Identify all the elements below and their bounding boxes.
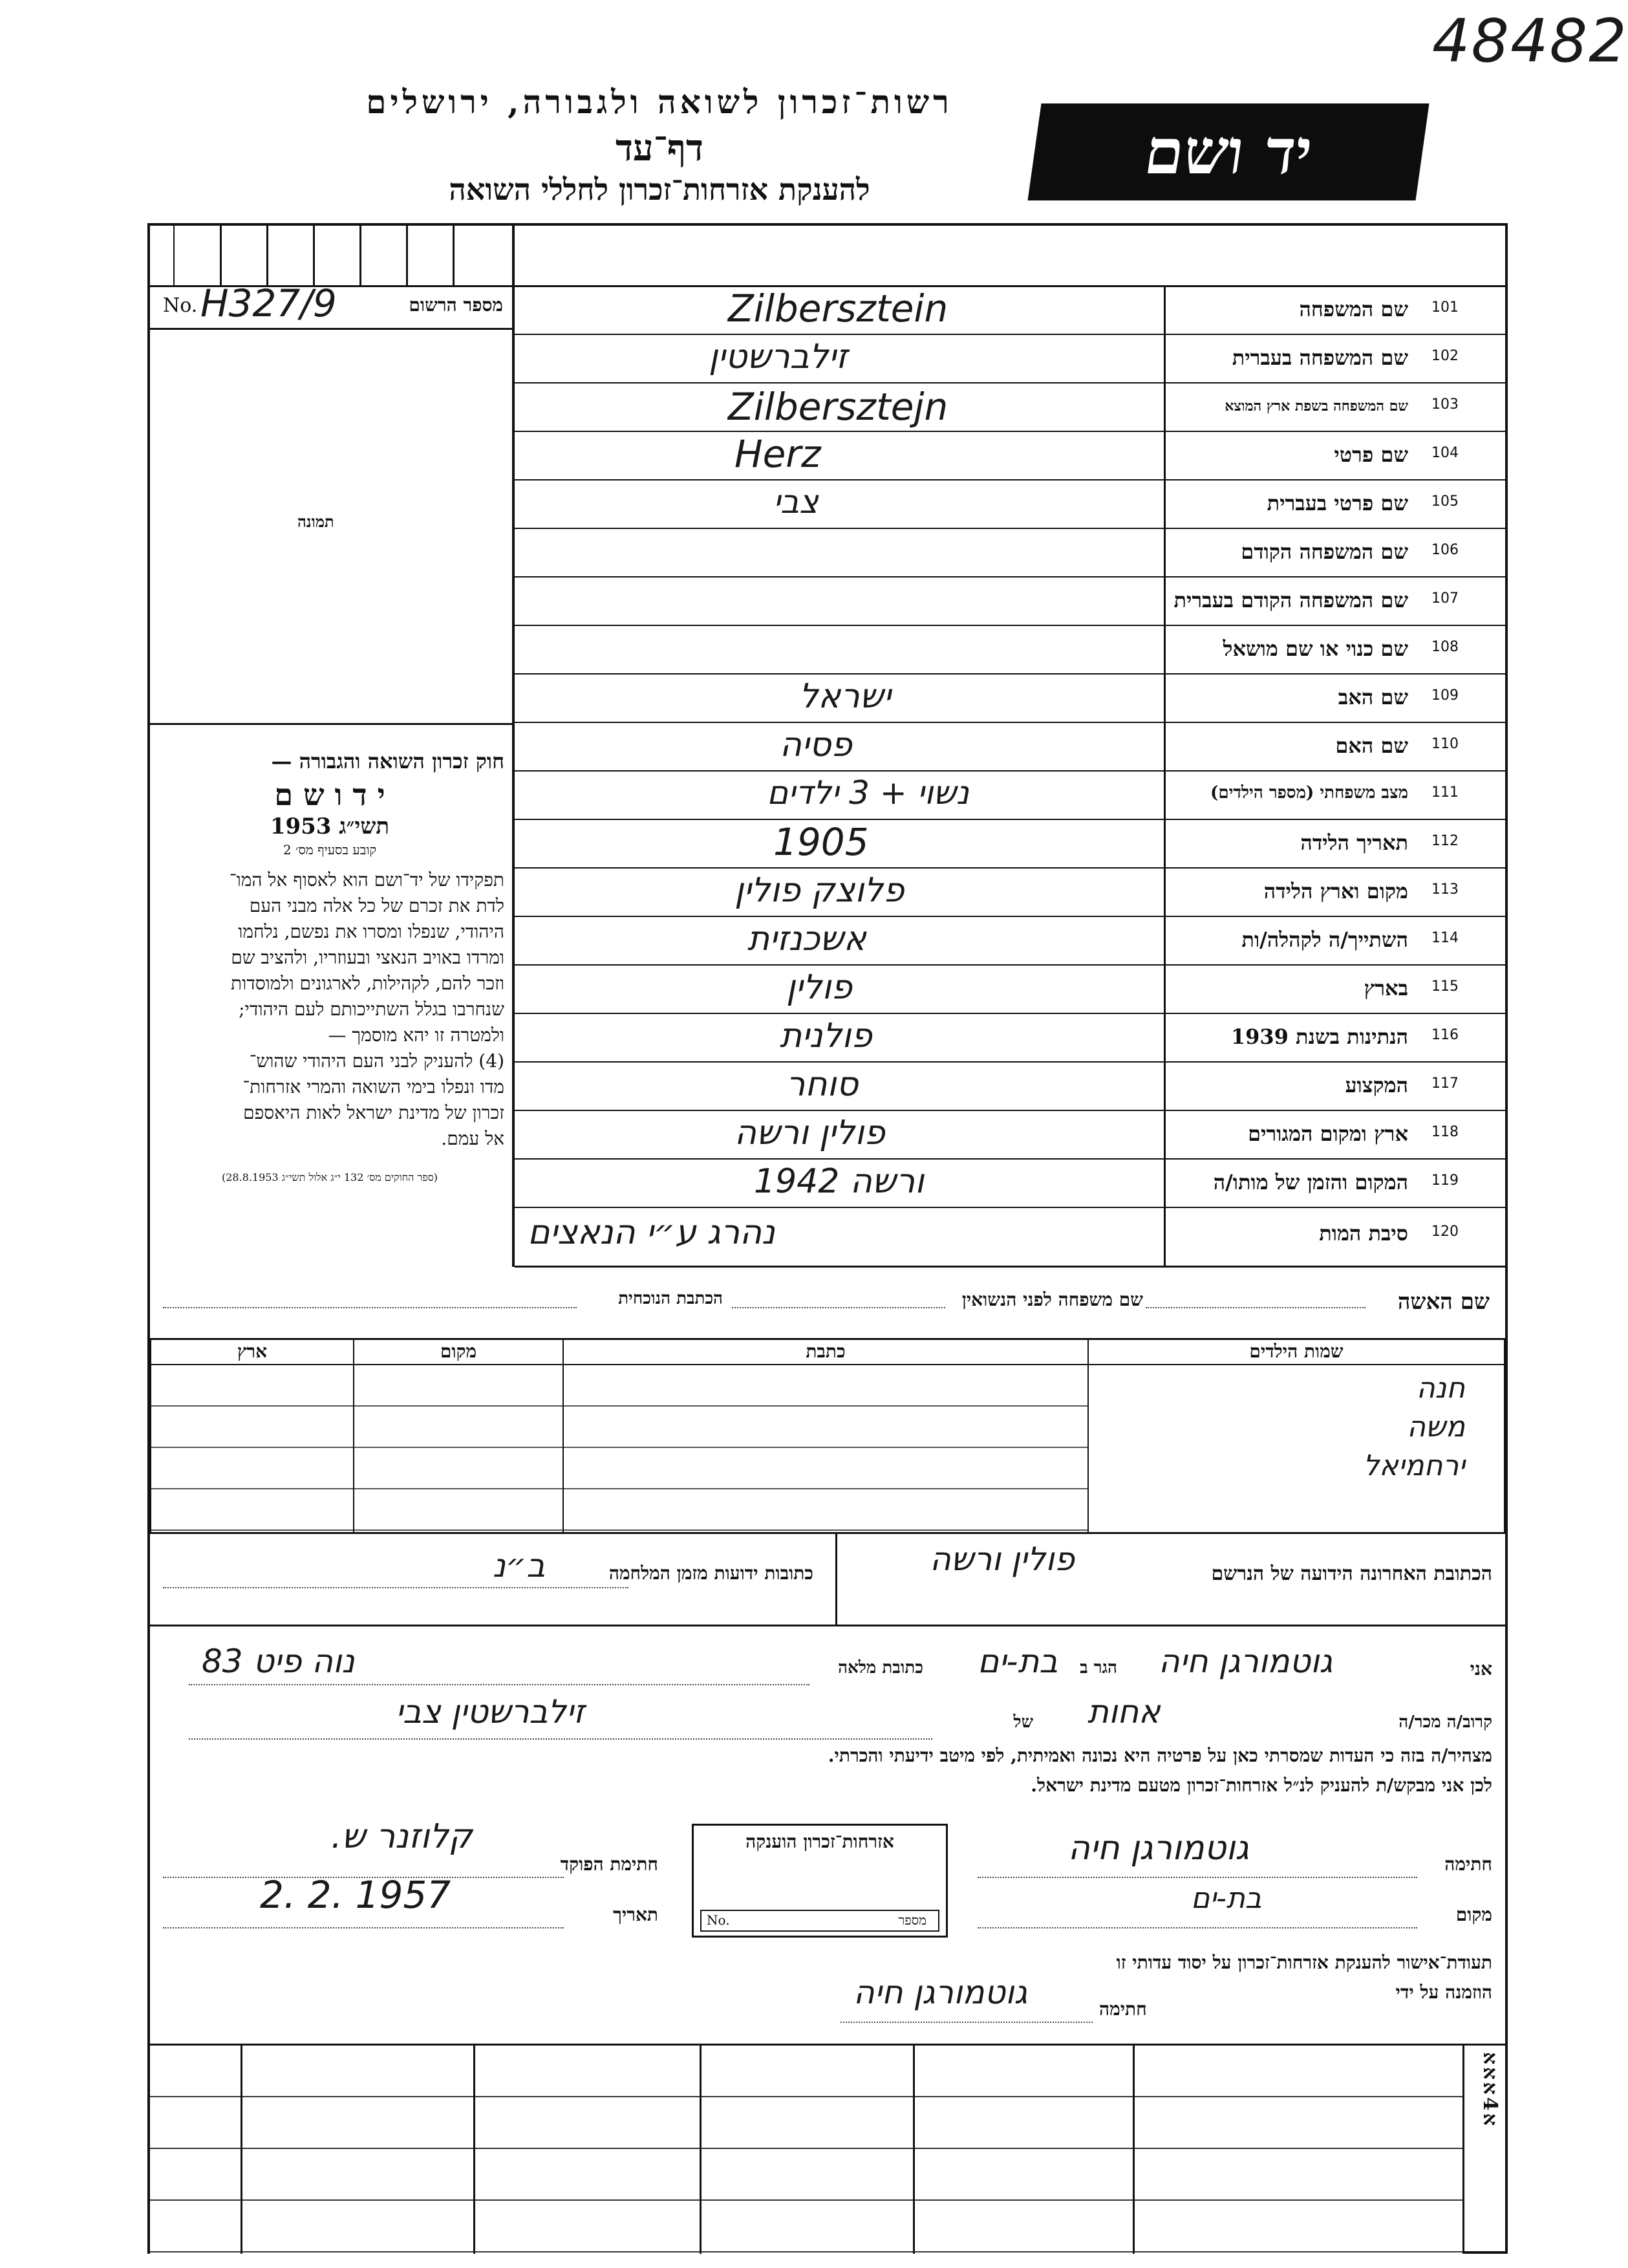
field-row-113 [515, 867, 1505, 917]
relative-value[interactable]: אחות [1087, 1693, 1161, 1731]
field-num-114: 114 [1431, 930, 1459, 946]
field-num-108: 108 [1431, 639, 1459, 655]
field-row-105 [515, 479, 1505, 529]
cell-address[interactable] [563, 1365, 1088, 1533]
field-num-101: 101 [1431, 299, 1459, 316]
field-row-118 [515, 1110, 1505, 1160]
registration-no-prefix: No. [163, 294, 198, 317]
field-label-112: תאריך הלידה [1300, 830, 1408, 855]
field-num-112: 112 [1431, 833, 1459, 849]
field-num-107: 107 [1431, 590, 1459, 607]
children-table [150, 1338, 1505, 1533]
declaration-text-1: מצהיר/ה בזה כי העדות שמסרתי כאן על פרטיה היא נכונה ואמיתית, לפי מיטב ידיעתי והכרתי. [828, 1745, 1492, 1766]
photo-label: תמונה [297, 512, 334, 531]
header-line-1: רשות־זכרון לשואה ולגבורה, ירושלים [366, 83, 953, 121]
field-label-105: שם פרטי בעברית [1267, 491, 1408, 515]
side-code: א4אאא [1479, 2052, 1501, 2128]
cell-place[interactable] [354, 1365, 563, 1533]
field-row-115 [515, 964, 1505, 1014]
law-name: י ד ו ש ם [274, 777, 385, 812]
col-place: מקום [354, 1339, 563, 1365]
certificate-sig-label: חתימה [1099, 1998, 1147, 2020]
field-label-116: הנתינות בשנת 1939 [1230, 1024, 1408, 1049]
field-label-118: ארץ ומקום המגורים [1248, 1121, 1408, 1146]
current-address-field[interactable] [163, 1306, 577, 1308]
field-num-111: 111 [1431, 784, 1459, 801]
field-num-115: 115 [1431, 978, 1459, 995]
field-label-101: שם המשפחה [1299, 297, 1408, 321]
officer-value[interactable]: קלוזנר ש. [331, 1817, 473, 1856]
field-num-117: 117 [1431, 1075, 1459, 1092]
of-label: של [1013, 1712, 1033, 1732]
maiden-label: שם משפחה לפני הנשואין [961, 1289, 1143, 1310]
field-row-101 [515, 285, 1505, 335]
law-year: תשי״ג 1953 [270, 814, 390, 839]
field-row-117 [515, 1061, 1505, 1111]
declaration-text-2: לכן אני מבקש/ת להעניק לנ״ל אזרחות־זכרון מטעם מדינת ישראל. [1031, 1775, 1492, 1796]
field-row-112 [515, 819, 1505, 869]
war-address-value[interactable]: ב״נ [493, 1547, 546, 1584]
field-label-119: המקום והזמן של מותו/ה [1213, 1170, 1408, 1194]
field-row-106 [515, 528, 1505, 578]
field-value-117[interactable]: סוחר [786, 1065, 859, 1104]
registration-box [150, 281, 512, 330]
field-value-104[interactable]: Herz [734, 432, 821, 476]
of-value[interactable]: זילברשטין צבי [396, 1693, 585, 1731]
field-num-103: 103 [1431, 396, 1459, 413]
field-value-118[interactable]: פולין ורשה [734, 1114, 885, 1152]
field-row-119 [515, 1158, 1505, 1208]
wife-label: שם האשה [1397, 1289, 1490, 1315]
stamp-title: אזרחות־זכרון הוענקה [745, 1831, 894, 1852]
field-row-107 [515, 576, 1505, 626]
header-line-2: דף־עד [615, 127, 703, 169]
certificate-sig-value[interactable]: גוטמורגן חיה [853, 1974, 1028, 2011]
law-clause: קובע בסעיף מס׳ 2 [283, 842, 377, 858]
field-num-113: 113 [1431, 881, 1459, 898]
full-address-label: כתובת מלאה [838, 1658, 923, 1678]
field-label-114: השתייך/ה לקהלה/ות [1241, 927, 1408, 952]
resides-label: הגר ב [1080, 1658, 1117, 1678]
place-value[interactable]: בת-ים [1191, 1882, 1262, 1915]
law-title: חוק זכרון השואה והגבורה — [271, 749, 504, 773]
last-address-label: הכתובת האחרונה הידועה של הנרשם [1211, 1562, 1492, 1585]
field-row-116 [515, 1013, 1505, 1063]
field-value-110[interactable]: פסיה [780, 726, 852, 764]
field-label-120: סיבת המות [1319, 1221, 1408, 1246]
field-value-115[interactable]: פולין [786, 968, 852, 1007]
current-address-label: הכתבת הנוכחית [618, 1289, 723, 1308]
field-value-114[interactable]: אשכנזית [747, 920, 866, 958]
date-value[interactable]: 2. 2. 1957 [260, 1873, 451, 1917]
cell-country[interactable] [151, 1365, 354, 1533]
yad-vashem-logo: יד ושם [1027, 103, 1429, 200]
ani-value[interactable]: גוטמורגן חיה [1159, 1643, 1333, 1680]
field-value-102[interactable]: זילברשטין [709, 338, 848, 376]
field-row-114 [515, 916, 1505, 966]
col-address: כתבת [563, 1339, 1088, 1365]
maiden-field[interactable] [732, 1306, 945, 1308]
last-address-value[interactable]: פולין ורשה [930, 1540, 1075, 1578]
field-row-103 [515, 382, 1505, 432]
field-value-116[interactable]: פולנית [780, 1017, 872, 1055]
field-row-108 [515, 625, 1505, 675]
field-label-108: שם כנוי או שם מושאל [1223, 636, 1408, 661]
registration-no-value: H327/9 [200, 281, 337, 325]
field-num-102: 102 [1431, 348, 1459, 364]
field-num-120: 120 [1431, 1224, 1459, 1240]
signature-label: חתימה [1444, 1853, 1492, 1875]
certificate-line-2: הוזמנה על ידי [1395, 1982, 1492, 2003]
officer-label: חתימת הפוקד [560, 1853, 658, 1875]
field-row-104 [515, 431, 1505, 481]
relative-label: קרוב/ה מכר/ה [1398, 1712, 1492, 1732]
field-num-105: 105 [1431, 493, 1459, 510]
wife-field[interactable] [1146, 1306, 1366, 1308]
field-value-109[interactable]: ישראל [799, 677, 892, 716]
header-line-3: להענקת אזרחות־זכרון לחללי השואה [449, 172, 870, 207]
field-label-111: מצב משפחתי (מספר הילדים) [1210, 783, 1408, 803]
field-value-101[interactable]: Zilbersztein [728, 286, 948, 330]
war-address-label: כתובות ידועות מזמן המלחמה [608, 1562, 813, 1584]
col-country: ארץ [151, 1339, 354, 1365]
field-label-102: שם המשפחה בעברית [1232, 345, 1408, 370]
field-row-109 [515, 673, 1505, 723]
ani-label: אני [1470, 1658, 1492, 1679]
field-value-120[interactable]: נהרג ע״י הנאצים [528, 1213, 775, 1252]
field-label-115: בארץ [1364, 976, 1408, 1000]
field-num-118: 118 [1431, 1124, 1459, 1140]
field-num-119: 119 [1431, 1172, 1459, 1189]
field-num-109: 109 [1431, 687, 1459, 704]
addresses-row [150, 1532, 1505, 1626]
field-value-112[interactable]: 1905 [773, 820, 869, 864]
date-label: תאריך [613, 1904, 658, 1925]
bottom-grid [150, 2044, 1505, 2254]
child-1: חנה [1416, 1372, 1465, 1405]
archive-number: 48482 [1432, 6, 1628, 76]
field-label-117: המקצוע [1345, 1073, 1408, 1097]
cell-children[interactable] [1088, 1365, 1505, 1533]
resides-value[interactable]: בת-ים [978, 1643, 1058, 1680]
law-footnote: (ספר החוקים מס׳ 132 י״ג אלול תשי״ג 28.8.1953) [221, 1171, 438, 1183]
field-row-102 [515, 334, 1505, 383]
field-num-116: 116 [1431, 1027, 1459, 1043]
field-row-120 [515, 1207, 1505, 1268]
law-divider [150, 723, 512, 725]
stamp-box [692, 1824, 948, 1938]
stamp-no-prefix: No. [707, 1912, 730, 1928]
top-boxes [150, 226, 512, 285]
field-num-106: 106 [1431, 542, 1459, 558]
declarant-line-2 [150, 1690, 1505, 1742]
field-row-111 [515, 770, 1505, 820]
wife-row [150, 1267, 1505, 1340]
child-3: ירחמיאל [1363, 1449, 1465, 1482]
declarant-line-1 [150, 1636, 1505, 1688]
field-row-110 [515, 722, 1505, 772]
registration-label: מספר הרשום [409, 294, 503, 316]
child-2: משה [1407, 1410, 1465, 1443]
col-children: שמות הילדים [1088, 1339, 1505, 1365]
stamp-no-label: מספר [898, 1912, 926, 1928]
field-value-103[interactable]: Zilbersztejn [728, 385, 948, 429]
field-label-106: שם המשפחה הקודם [1241, 539, 1408, 564]
field-label-107: שם המשפחה הקודם בעברית [1173, 588, 1408, 612]
field-value-113[interactable]: פלוצק פולין [734, 871, 905, 910]
field-label-104: שם פרטי [1334, 442, 1408, 467]
law-box [155, 749, 504, 1184]
field-label-113: מקום וארץ הלידה [1263, 879, 1408, 903]
certificate-line-1: תעודת־אישור להענקת אזרחות־זכרון על יסוד עדותי זו [1116, 1952, 1492, 1973]
field-value-119[interactable]: ורשה 1942 [754, 1162, 925, 1201]
signatures-block [150, 1811, 1505, 1940]
field-label-103: שם המשפחה בשפת ארץ המוצא [1225, 398, 1408, 415]
signature-value[interactable]: גוטמורגן חיה [1068, 1829, 1249, 1868]
field-num-104: 104 [1431, 445, 1459, 461]
field-label-110: שם האם [1335, 733, 1408, 758]
field-num-110: 110 [1431, 736, 1459, 752]
field-value-111[interactable]: נשוי + 3 ילדים [767, 774, 969, 812]
field-value-105[interactable]: צבי [773, 483, 819, 521]
field-label-109: שם האב [1338, 685, 1408, 709]
place-label: מקום [1455, 1904, 1492, 1925]
full-address-value[interactable]: נוה פיט 83 [202, 1643, 355, 1680]
law-body: תפקידו של יד־ושם הוא לאסוף אל המו־ לדת את זכרם של כל אלה מבני העם היהודי, שנפלו ומסרו את נפשם, נלחמו ומרדו באויב הנאצי ובעוזריו, ולהציב שם וזכר להם, לקהילות, לארגונים ולמוסדות שנחרבו בגלל השתייכותם לעם היהודי; ולמטרה זו יהא מוסמך — (4) להעניק לבני העם היהודי שהוש־ מדו ונפלו בימי השואה והמרי אזרחות־ זכרון של מדינת ישראל לאות היאספם אל עמם. [229, 869, 504, 1149]
